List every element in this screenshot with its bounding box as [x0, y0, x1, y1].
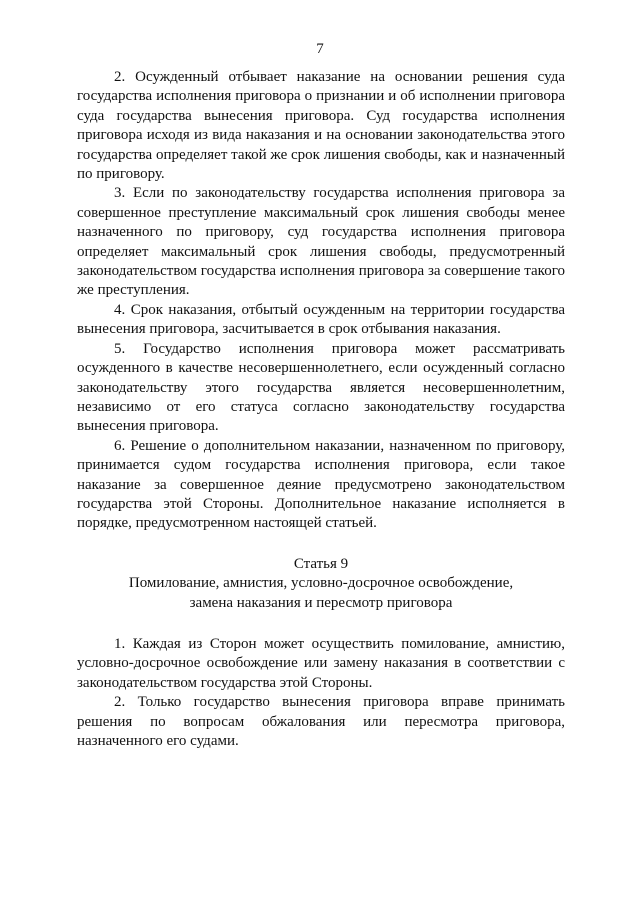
paragraph-6: 6. Решение о дополнительном наказании, назначенном по приговору, принимается судом государства исполнения приговора, если такое наказание за совершенное деяние предусмотрено законодательством государства этой Стороны. Дополнительное наказание исполняется в порядке, предусмотренном настоящей статьей.	[77, 437, 565, 532]
page-number: 7	[316, 41, 324, 57]
article-heading	[77, 555, 565, 613]
paragraph-4: 4. Срок наказания, отбытый осужденным на территории государства вынесения приговора, засчитывается в срок отбывания наказания.	[77, 301, 565, 338]
article-title-line-1: Помилование, амнистия, условно-досрочное освобождение,	[128, 575, 514, 592]
article-body	[77, 635, 565, 751]
article-paragraph-2: 2. Только государство вынесения приговора вправе принимать решения по вопросам обжалования или пересмотра приговора, назначенного его судами.	[77, 694, 565, 749]
paragraph-5: 5. Государство исполнения приговора может рассматривать осужденного в качестве несовершеннолетнего, если осужденный согласно законодательству этого государства является несовершеннолетним, независимо от его статуса согласно законодательству государства вынесения приговора.	[77, 340, 565, 435]
document-body	[77, 68, 565, 751]
paragraph-3: 3. Если по законодательству государства исполнения приговора за совершенное преступление максимальный срок лишения свободы менее назначенного по приговору, суд государства исполнения приговора определяет максимальный срок лишения свободы, предусмотренный законодательством государства исполнения приговора за совершение такого же преступления.	[77, 185, 565, 299]
article-paragraph-1: 1. Каждая из Сторон может осуществить помилование, амнистию, условно-досрочное освобождение или замену наказания в соответствии с законодательством государства этой Стороны.	[77, 635, 565, 691]
paragraph-2: 2. Осужденный отбывает наказание на основании решения суда государства исполнения приговора о признании и об исполнении приговора суда государства вынесения приговора. Суд государства исполнения приговора исходя из вида наказания и на основании законодательства этого государства определяет такой же срок лишения свободы, как и назначенный по приговору.	[77, 69, 565, 183]
article-title-line-2: замена наказания и пересмотр приговора	[189, 594, 453, 611]
article-label: Статья 9	[293, 555, 349, 572]
